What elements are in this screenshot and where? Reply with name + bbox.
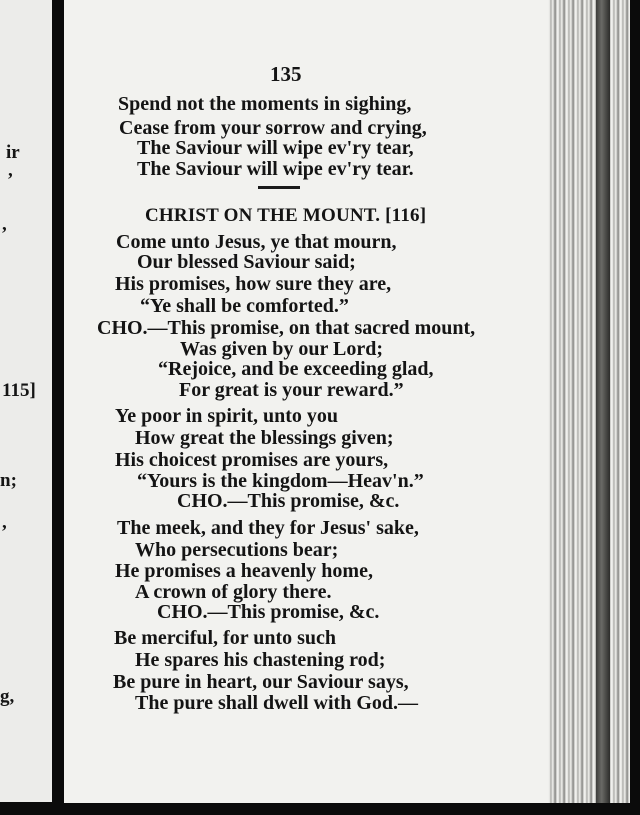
left-fragment: , xyxy=(8,160,13,181)
hymn-title: CHRIST ON THE MOUNT. [116] xyxy=(145,205,427,226)
verse-line: The Saviour will wipe ev'ry tear. xyxy=(137,158,414,180)
bottom-shadow xyxy=(52,803,640,815)
chorus-line: CHO.—This promise, &c. xyxy=(177,490,400,512)
left-page xyxy=(0,0,54,802)
page-number: 135 xyxy=(270,62,302,86)
verse-line: He spares his chastening rod; xyxy=(135,649,386,671)
verse-line: Come unto Jesus, ye that mourn, xyxy=(116,231,397,253)
left-fragment: ir xyxy=(6,142,20,163)
verse-line: His promises, how sure they are, xyxy=(115,273,392,295)
section-divider xyxy=(258,186,300,189)
verse-line: He promises a heavenly home, xyxy=(115,560,373,582)
verse-line: A crown of glory there. xyxy=(135,581,332,603)
verse-line: Spend not the moments in sighing, xyxy=(118,93,412,115)
stacked-page-edges xyxy=(548,0,630,808)
book-gutter xyxy=(52,0,64,815)
verse-line: The pure shall dwell with God.— xyxy=(135,692,419,714)
book-spine-shadow xyxy=(596,0,610,808)
verse-line: Be merciful, for unto such xyxy=(114,627,337,649)
chorus-line: CHO.—This promise, on that sacred mount, xyxy=(97,317,476,339)
verse-line: Ye poor in spirit, unto you xyxy=(115,405,339,427)
left-fragment: , xyxy=(2,512,7,533)
verse-line: Our blessed Saviour said; xyxy=(137,251,356,273)
left-fragment: 115] xyxy=(2,380,36,401)
chorus-line: “Rejoice, and be exceeding glad, xyxy=(158,358,434,380)
verse-line: His choicest promises are yours, xyxy=(115,449,389,471)
verse-line: “Ye shall be comforted.” xyxy=(140,295,349,317)
chorus-line: For great is your reward.” xyxy=(179,379,404,401)
verse-line: Who persecutions bear; xyxy=(135,539,339,561)
chorus-line: Was given by our Lord; xyxy=(180,338,383,360)
verse-line: Be pure in heart, our Saviour says, xyxy=(113,671,409,693)
left-fragment: , xyxy=(2,214,7,235)
book-page xyxy=(64,0,550,803)
verse-line: “Yours is the kingdom—Heav'n.” xyxy=(137,470,424,492)
chorus-line: CHO.—This promise, &c. xyxy=(157,601,380,623)
verse-line: How great the blessings given; xyxy=(135,427,394,449)
verse-line: Cease from your sorrow and crying, xyxy=(119,117,427,139)
left-fragment: g, xyxy=(0,686,15,707)
verse-line: The Saviour will wipe ev'ry tear, xyxy=(137,137,414,159)
left-fragment: n; xyxy=(0,470,17,491)
verse-line: The meek, and they for Jesus' sake, xyxy=(117,517,419,539)
book-edge xyxy=(630,0,640,815)
